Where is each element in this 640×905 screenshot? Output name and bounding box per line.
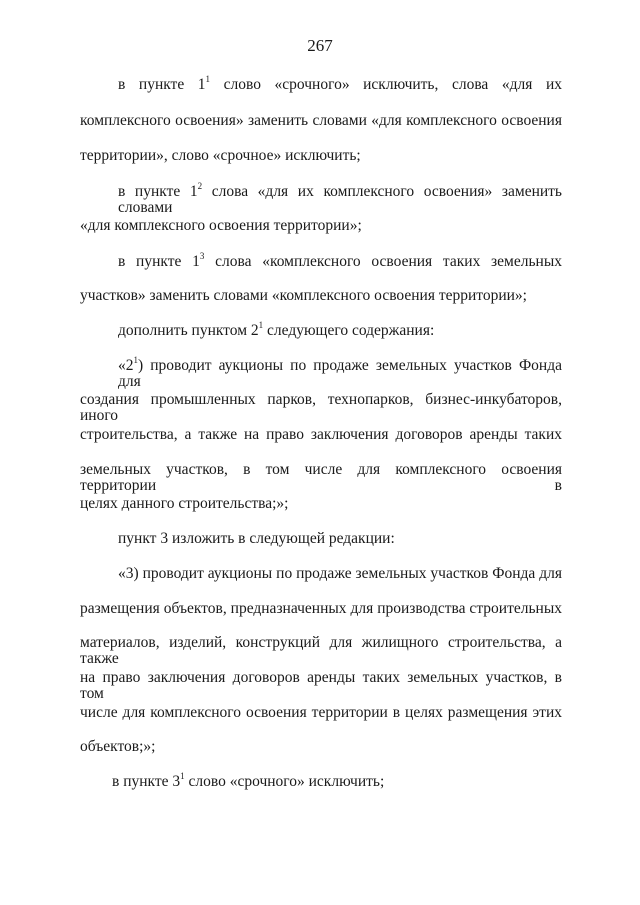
text-line (80, 601, 562, 617)
page-number: 267 (307, 36, 333, 55)
text-segment: пункт 3 изложить в следующей редакции: (118, 530, 395, 547)
text-segment: в пункте 1 (118, 183, 198, 200)
text-line (80, 113, 562, 129)
text-segment: в пункте 3 (112, 773, 181, 790)
text-segment: в пункте 1 (118, 76, 206, 93)
text-line (118, 320, 435, 339)
text-segment: «2 (118, 357, 134, 374)
text-segment: размещения объектов, предназначенных для производства строительных (80, 600, 562, 617)
text-line (80, 148, 361, 164)
text-segment: земельных участков, в том числе для комплексного освоения территории в (80, 461, 562, 494)
superscript-index: 2 (197, 181, 203, 191)
text-segment: создания промышленных парков, технопарков, бизнес-инкубаторов, иного (80, 391, 562, 424)
text-segment: комплексного освоения» заменить словами «для комплексного освоения (80, 112, 562, 129)
text-segment: объектов;»; (80, 738, 156, 755)
superscript-index: 1 (180, 771, 185, 781)
superscript-index: 1 (258, 320, 264, 330)
text-line (80, 496, 288, 512)
text-line (118, 251, 563, 270)
text-segment: «3) проводит аукционы по продаже земельных участков Фонда для (118, 565, 562, 582)
text-segment: слова «для их комплексного освоения» заменить словами (118, 183, 563, 216)
text-line (112, 771, 385, 790)
text-segment: числе для комплексного освоения территории в целях размещения этих (80, 704, 562, 721)
text-line (80, 635, 562, 666)
text-line (118, 355, 562, 390)
text-line (80, 427, 562, 443)
text-segment: слова «комплексного освоения таких земельных (204, 253, 563, 270)
text-segment: на право заключения договоров аренды таких земельных участков, в том (80, 669, 562, 702)
superscript-index: 3 (199, 251, 205, 261)
text-line (80, 670, 562, 701)
text-line (80, 739, 155, 755)
text-segment: территории», слово «срочное» исключить; (80, 147, 361, 164)
text-segment: ) проводит аукционы по продаже земельных участков Фонда для (118, 357, 562, 390)
text-segment: «для комплексного освоения территории»; (80, 217, 362, 234)
text-line (118, 566, 562, 582)
text-line (80, 392, 562, 423)
superscript-index: 1 (133, 355, 138, 365)
text-segment: целях данного строительства;»; (80, 495, 289, 512)
text-line (118, 181, 563, 216)
text-segment: дополнить пунктом 2 (118, 322, 259, 339)
text-segment: слово «срочного» исключить; (184, 773, 385, 790)
text-line (118, 531, 395, 547)
text-segment: участков» заменить словами «комплексного освоения территории»; (80, 287, 527, 304)
text-line (80, 218, 362, 234)
text-segment: в пункте 1 (118, 253, 200, 270)
text-segment: слово «срочного» исключить, слова «для их (210, 76, 563, 93)
text-line (80, 288, 527, 304)
text-line (80, 705, 562, 721)
text-line (80, 462, 562, 493)
text-line (118, 74, 563, 93)
text-segment: строительства, а также на право заключения договоров аренды таких (80, 426, 562, 443)
superscript-index: 1 (205, 74, 211, 84)
text-segment: материалов, изделий, конструкций для жилищного строительства, а также (80, 634, 562, 667)
text-segment: следующего содержания: (263, 322, 435, 339)
